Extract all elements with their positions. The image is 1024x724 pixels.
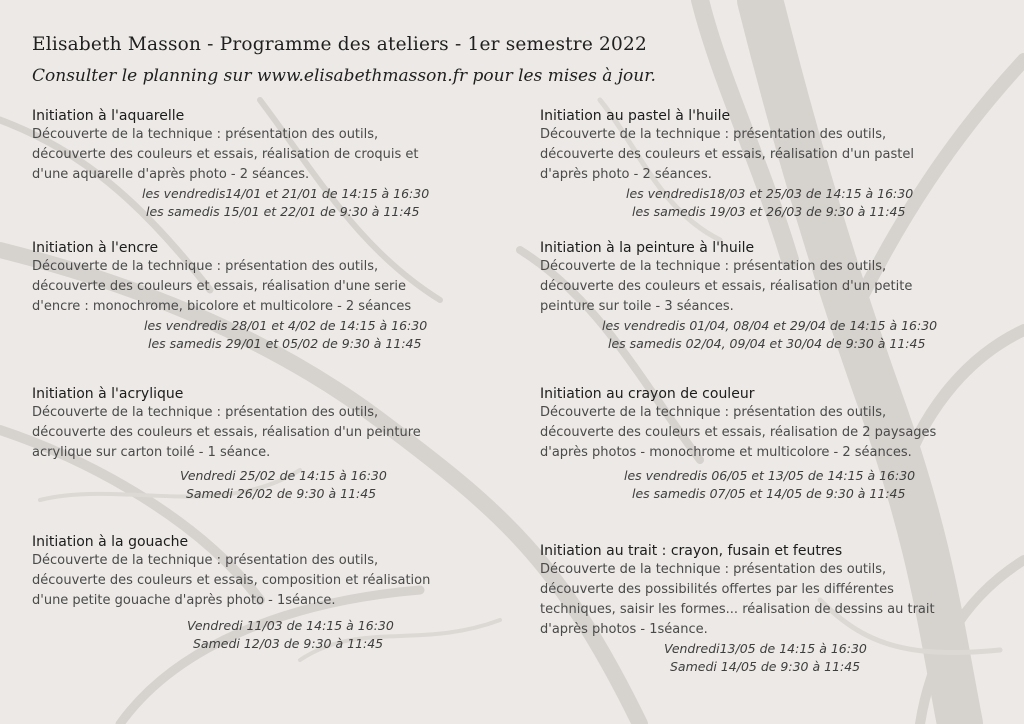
workshop-schedule (32, 617, 452, 652)
schedule-line: les vendredis 06/05 et 13/05 de 14:15 à 16:30 (624, 468, 916, 483)
workshop-schedule (540, 467, 940, 502)
schedule-line: les samedis 15/01 et 22/01 de 9:30 à 11:45 (146, 203, 420, 219)
workshop-title: Initiation au crayon de couleur (540, 386, 755, 402)
schedule-line: Samedi 14/05 de 9:30 à 11:45 (670, 658, 861, 674)
schedule-line: les vendredis14/01 et 21/01 de 14:15 à 16:30 (142, 186, 430, 201)
workshop-title: Initiation au trait : crayon, fusain et feutres (540, 543, 843, 559)
workshop-description: Découverte de la technique : présentation des outils, découverte des couleurs et essais, réalisation d'un petite peinture sur toile - 3 séances. (540, 259, 913, 314)
workshop-pastel (540, 107, 940, 220)
workshop-description: Découverte de la technique : présentation des outils, découverte des couleurs et essais, réalisation de 2 paysages d'après photos - monochrome et multicolore - 2 séances. (540, 405, 937, 460)
workshop-title: Initiation à l'encre (32, 240, 159, 256)
workshop-encre (32, 239, 452, 352)
schedule-line: les samedis 02/04, 09/04 et 30/04 de 9:30 à 11:45 (608, 335, 926, 351)
workshop-description: Découverte de la technique : présentation des outils, découverte des couleurs et essais, composition et réalisation d'une petite gouache d'après photo - 1séance. (32, 553, 431, 608)
workshop-title: Initiation au pastel à l'huile (540, 108, 731, 124)
page-subtitle: Consulter le planning sur www.elisabethmasson.fr pour les mises à jour. (32, 66, 656, 86)
schedule-line: Samedi 26/02 de 9:30 à 11:45 (186, 485, 377, 501)
schedule-line: Vendredi 11/03 de 14:15 à 16:30 (187, 618, 394, 633)
workshop-title: Initiation à l'acrylique (32, 386, 184, 402)
workshop-schedule (540, 185, 940, 220)
schedule-line: les vendredis 28/01 et 4/02 de 14:15 à 16:30 (144, 318, 428, 333)
schedule-line: les samedis 29/01 et 05/02 de 9:30 à 11:45 (148, 335, 422, 351)
workshop-description: Découverte de la technique : présentation des outils, découverte des couleurs et essais, réalisation d'une serie d'encre : monochrome, bicolore et multicolore - 2 séances (32, 259, 412, 314)
workshop-schedule (32, 467, 452, 502)
workshop-aquarelle (32, 107, 452, 220)
workshop-title: Initiation à l'aquarelle (32, 108, 185, 124)
workshop-description: Découverte de la technique : présentation des outils, découverte des couleurs et essais, réalisation de croquis et d'une aquarelle d'après photo - 2 séances. (32, 127, 419, 182)
workshop-trait (540, 542, 940, 675)
schedule-line: les samedis 19/03 et 26/03 de 9:30 à 11:45 (632, 203, 906, 219)
workshop-schedule (32, 185, 452, 220)
schedule-line: Vendredi13/05 de 14:15 à 16:30 (664, 641, 867, 656)
workshop-acrylique (32, 385, 452, 502)
schedule-line: les vendredis 01/04, 08/04 et 29/04 de 14:15 à 16:30 (602, 318, 938, 333)
workshop-title: Initiation à la gouache (32, 534, 189, 550)
schedule-line: Samedi 12/03 de 9:30 à 11:45 (193, 635, 384, 651)
schedule-line: les vendredis18/03 et 25/03 de 14:15 à 16:30 (626, 186, 914, 201)
schedule-line: les samedis 07/05 et 14/05 de 9:30 à 11:45 (632, 485, 906, 501)
workshop-title: Initiation à la peinture à l'huile (540, 240, 755, 256)
workshop-peinture-huile (540, 239, 940, 352)
workshop-crayon-couleur (540, 385, 940, 502)
workshop-description: Découverte de la technique : présentation des outils, découverte des couleurs et essais, réalisation d'un peinture acrylique sur carton toilé - 1 séance. (32, 405, 421, 460)
workshop-schedule (540, 640, 940, 675)
workshop-description: Découverte de la technique : présentation des outils, découverte des couleurs et essais, réalisation d'un pastel d'après photo - 2 séances. (540, 127, 914, 182)
workshop-gouache (32, 533, 452, 652)
page-title: Elisabeth Masson - Programme des ateliers - 1er semestre 2022 (32, 34, 647, 55)
schedule-line: Vendredi 25/02 de 14:15 à 16:30 (180, 468, 387, 483)
workshop-schedule (32, 317, 452, 352)
workshop-description: Découverte de la technique : présentation des outils, découverte des possibilités offertes par les différentes techniques, saisir les formes... réalisation de dessins au trait d'après photos - 1séance. (540, 562, 935, 637)
workshop-schedule (540, 317, 940, 352)
